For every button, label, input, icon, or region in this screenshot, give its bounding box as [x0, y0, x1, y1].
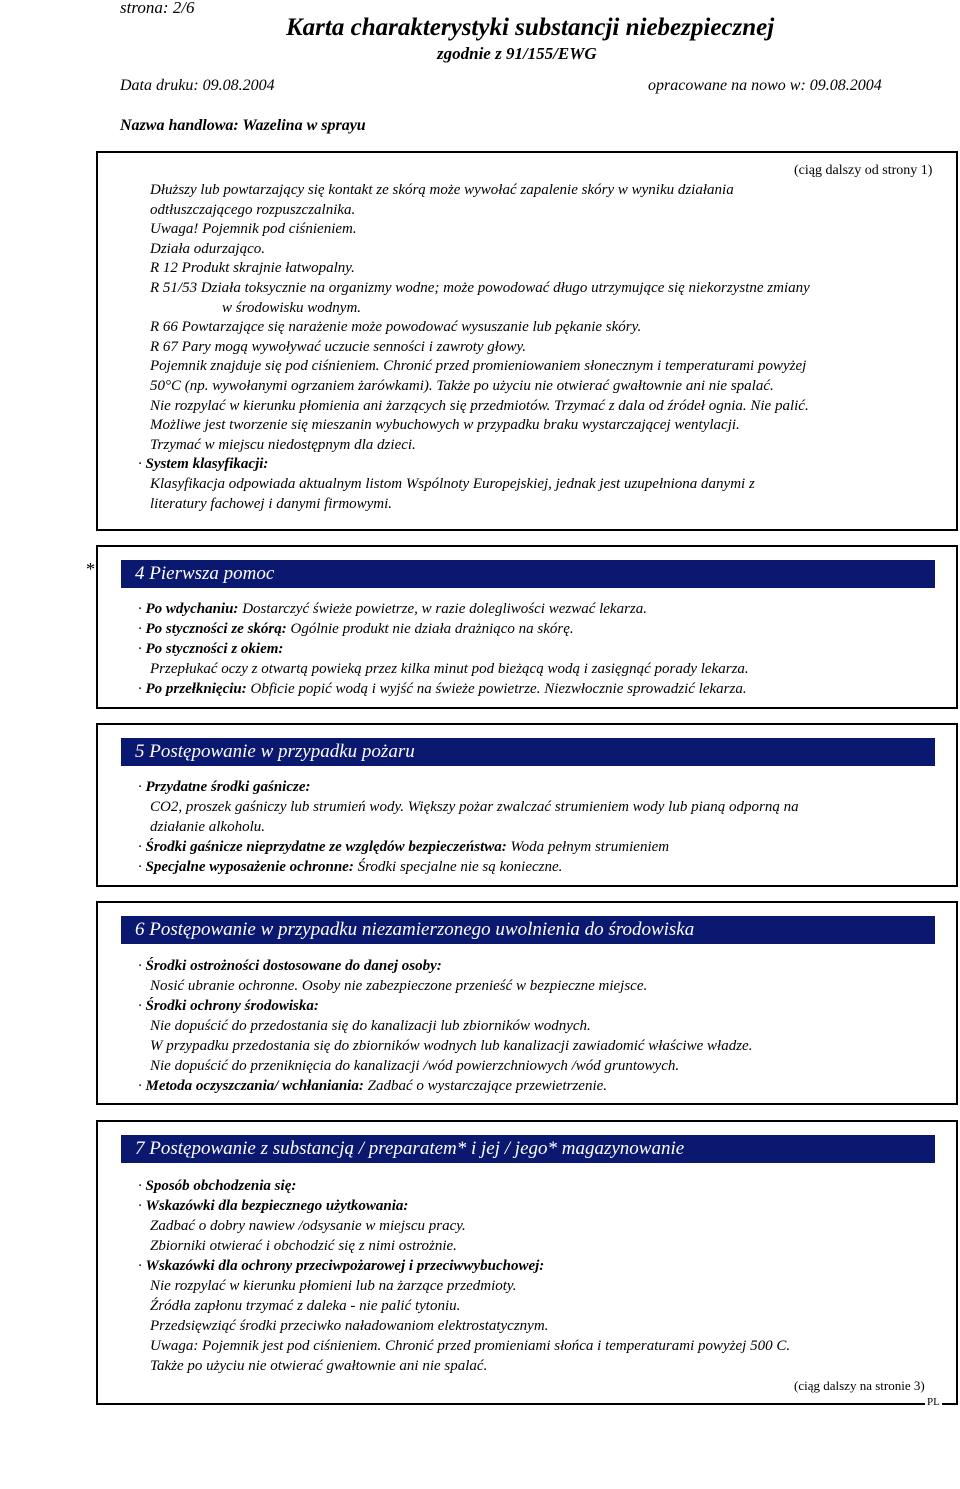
text-line: R 66 Powtarzające się narażenie może powodować wysuszanie lub pękanie skóry. [150, 319, 642, 336]
bullet-dot: · [138, 1078, 146, 1094]
text-line: Zadbać o dobry nawiew /odsysanie w miejscu pracy. [150, 1218, 466, 1234]
text-line: W przypadku przedostania się do zbiorników wodnych lub kanalizacji zawiadomić właściwe władze. [150, 1038, 753, 1054]
item-label: Po styczności z okiem: [145, 641, 284, 657]
section-6-title: 6 Postępowanie w przypadku niezamierzonego uwolnienia do środowiska [121, 916, 935, 944]
list-item [138, 601, 647, 618]
item-text: Obficie popić wodą i wyjść na świeże powietrze. Niezwłocznie sprowadzić lekarza. [246, 681, 747, 697]
text-line: Nie rozpylać w kierunku płomienia ani żarzących się przedmiotów. Trzymać z dala od źródeł ognia. Nie palić. [150, 397, 809, 414]
text-line: Dłuższy lub powtarzający się kontakt ze skórą może wywołać zapalenie skóry w wyniku działania [150, 182, 734, 198]
item-text: Ogólnie produkt nie działa drażniąco na skórę. [286, 621, 574, 637]
continued-from: (ciąg dalszy od strony 1) [794, 163, 933, 178]
list-item [138, 1258, 544, 1275]
text-line: Zbiorniki otwierać i obchodzić się z nimi ostrożnie. [150, 1238, 457, 1254]
bullet-dot: · [138, 621, 146, 637]
footer-divider [96, 1403, 958, 1405]
bullet-dot: · [138, 456, 146, 473]
bullet-dot: · [138, 641, 146, 657]
bullet-dot: · [138, 1258, 146, 1274]
section-5-title: 5 Postępowanie w przypadku pożaru [121, 738, 935, 766]
trade-name: Nazwa handlowa: Wazelina w sprayu [120, 117, 366, 134]
item-label: Wskazówki dla bezpiecznego użytkowania: [145, 1198, 409, 1214]
text-line: Nie rozpylać w kierunku płomieni lub na żarzące przedmioty. [150, 1278, 517, 1294]
text-line: Klasyfikacja odpowiada aktualnym listom Wspólnoty Europejskiej, jednak jest uzupełniona danymi z [150, 476, 755, 492]
item-label: Po wdychaniu: [145, 601, 239, 617]
item-text: Środki specjalne nie są konieczne. [353, 859, 563, 875]
text-line: literatury fachowej i danymi firmowymi. [150, 495, 393, 512]
item-label: Środki ochrony środowiska: [145, 998, 319, 1014]
text-line: R 67 Pary mogą wywoływać uczucie senności i zawroty głowy. [150, 338, 527, 355]
text-line: CO2, proszek gaśniczy lub strumień wody. Większy pożar zwalczać strumieniem wody lub pianą odporną na [150, 799, 799, 815]
bullet-dot: · [138, 779, 146, 795]
item-text: Woda pełnym strumieniem [506, 839, 670, 855]
text-line: Pojemnik znajduje się pod ciśnieniem. Chronić przed promieniowaniem słonecznym i temperaturami powyżej [150, 358, 807, 375]
section-4-title: 4 Pierwsza pomoc [121, 560, 935, 588]
item-label: Przydatne środki gaśnicze: [145, 779, 311, 795]
item-text: Dostarczyć świeże powietrze, w razie dolegliwości wezwać lekarza. [238, 601, 648, 617]
text-line: Uwaga! Pojemnik pod ciśnieniem. [150, 221, 357, 238]
list-item [138, 1178, 296, 1195]
bullet-dot: · [138, 859, 146, 875]
text-line: Przedsięwziąć środki przeciwko naładowaniom elektrostatycznym. [150, 1318, 549, 1334]
bullet-dot: · [138, 1198, 146, 1214]
text-line: w środowisku wodnym. [222, 299, 362, 316]
list-item [138, 839, 669, 856]
text-line: Uwaga: Pojemnik jest pod ciśnieniem. Chronić przed promieniami słońca i temperaturami powyżej 500 C. [150, 1338, 791, 1354]
text-line: Także po użyciu nie otwierać gwałtownie ani nie spalać. [150, 1358, 488, 1374]
list-item [138, 958, 442, 975]
bullet-dot: · [138, 839, 146, 855]
text-line: działanie alkoholu. [150, 819, 265, 835]
list-item [138, 859, 562, 876]
item-label: Metoda oczyszczania/ wchłaniania: [145, 1078, 364, 1094]
item-label: Wskazówki dla ochrony przeciwpożarowej i przeciwwybuchowej: [145, 1258, 545, 1274]
list-item [138, 779, 311, 796]
list-item [138, 1198, 408, 1215]
list-item [138, 641, 283, 658]
revision-date: opracowane na nowo w: 09.08.2004 [648, 77, 882, 94]
text-line: Działa odurzająco. [150, 240, 266, 257]
item-label: Środki ostrożności dostosowane do danej osoby: [145, 958, 442, 974]
bullet-dot: · [138, 601, 146, 617]
label-line [138, 456, 268, 473]
list-item [138, 621, 574, 638]
continued-to: (ciąg dalszy na stronie 3) [794, 1378, 925, 1393]
print-date: Data druku: 09.08.2004 [120, 77, 275, 94]
bullet-dot: · [138, 1178, 146, 1194]
change-marker: * [86, 559, 95, 579]
page-number: strona: 2/6 [120, 0, 195, 17]
item-text: Zadbać o wystarczające przewietrzenie. [363, 1078, 608, 1094]
bullet-dot: · [138, 681, 146, 697]
text-line: Możliwe jest tworzenie się mieszanin wybuchowych w przypadku braku wystarczającej wentylacji. [150, 417, 740, 434]
text-line: Trzymać w miejscu niedostępnym dla dzieci. [150, 436, 416, 453]
bullet-dot: · [138, 998, 146, 1014]
list-item [138, 681, 747, 698]
language-code: PL [927, 1396, 940, 1408]
text-line: Przepłukać oczy z otwartą powieką przez kilka minut pod bieżącą wodą i zasięgnąć porady lekarza. [150, 661, 749, 677]
item-label: System klasyfikacji: [145, 456, 269, 473]
item-label: Sposób obchodzenia się: [145, 1178, 297, 1194]
section-7-title: 7 Postępowanie z substancją / preparatem* i jej / jego* magazynowanie [121, 1135, 935, 1163]
text-line: odtłuszczającego rozpuszczalnika. [150, 201, 356, 218]
text-line: Nie dopuścić do przedostania się do kanalizacji lub zbiorników wodnych. [150, 1018, 591, 1034]
item-label: Środki gaśnicze nieprzydatne ze względów bezpieczeństwa: [145, 839, 507, 855]
list-item [138, 1078, 607, 1095]
item-label: Po przełknięciu: [145, 681, 247, 697]
text-line: Nie dopuścić do przeniknięcia do kanalizacji /wód powierzchniowych /wód gruntowych. [150, 1058, 680, 1074]
item-label: Specjalne wyposażenie ochronne: [145, 859, 354, 875]
text-line: Nosić ubranie ochronne. Osoby nie zabezpieczone przenieść w bezpieczne miejsce. [150, 978, 648, 994]
text-line: R 12 Produkt skrajnie łatwopalny. [150, 260, 355, 277]
item-label: Po styczności ze skórą: [145, 621, 287, 637]
text-line: R 51/53 Działa toksycznie na organizmy wodne; może powodować długo utrzymujące się niekorzystne zmiany [150, 280, 810, 296]
text-line: Źródła zapłonu trzymać z daleka - nie palić tytoniu. [150, 1298, 461, 1314]
document-subtitle: zgodnie z 91/155/EWG [437, 44, 597, 63]
list-item [138, 998, 319, 1015]
text-line: 50°C (np. wywołanymi ogrzaniem żarówkami). Także po użyciu nie otwierać gwałtownie ani nie spalać. [150, 378, 774, 394]
document-title: Karta charakterystyki substancji niebezpiecznej [286, 14, 775, 41]
bullet-dot: · [138, 958, 146, 974]
